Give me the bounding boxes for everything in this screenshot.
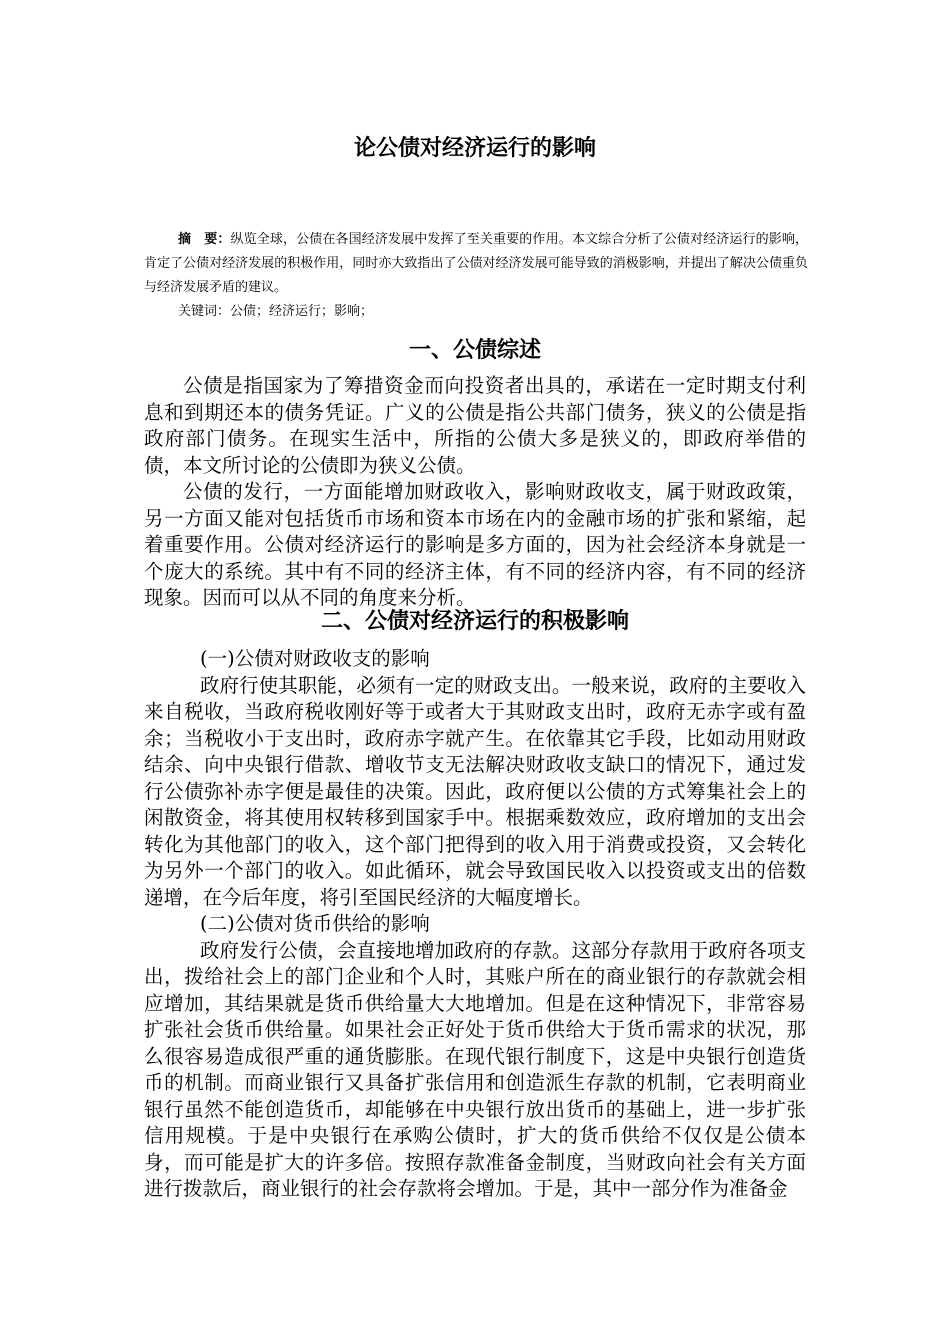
subsection-title-1: (一)公债对财政收支的影响 (200, 647, 430, 670)
abstract-text: 纵览全球，公债在各国经济发展中发挥了至关重要的作用。本文综合分析了公债对经济运行的影响，肯定了公债对经济发展的积极作用，同时亦大致指出了公债对经济发展可能导致的消极影响，并提出了解决公债重负与经济发展矛盾的建议。 (144, 232, 808, 295)
subsection-title-2: (二)公债对货币供给的影响 (200, 912, 430, 935)
document-title: 论公债对经济运行的影响 (353, 136, 596, 161)
section-2-body (144, 646, 806, 1203)
paragraph: 政府行使其职能，必须有一定的财政支出。一般来说，政府的主要收入来自税收，当政府税收刚好等于或者大于其财政支出时，政府无赤字或有盈余；当税收小于支出时，政府赤字就产生。在依靠其它手段，比如动用财政结余、向中央银行借款、增收节支无法解决财政收支缺口的情况下，通过发行公债弥补赤字便是最佳的决策。因此，政府便以公债的方式筹集社会上的闲散资金，将其使用权转移到国家手中。根据乘数效应，政府增加的支出会转化为其他部门的收入，这个部门把得到的收入用于消费或投资，又会转化为另外一个部门的收入。如此循环，就会导致国民收入以投资或支出的倍数递增，在今后年度，将引至国民经济的大幅度增长。 (144, 673, 806, 909)
section-heading-2: 二、公债对经济运行的积极影响 (320, 609, 629, 634)
abstract-label: 摘 要： (178, 232, 231, 247)
section-heading-1: 一、公债综述 (408, 338, 541, 363)
paragraph: 公债的发行，一方面能增加财政收入，影响财政收支，属于财政政策，另一方面又能对包括货币市场和资本市场在内的金融市场的扩张和紧缩，起着重要作用。公债对经济运行的影响是多方面的，因为社会经济本身就是一个庞大的系统。其中有不同的经济主体，有不同的经济内容，有不同的经济现象。因而可以从不同的角度来分析。 (144, 480, 806, 609)
paragraph: 政府发行公债，会直接地增加政府的存款。这部分存款用于政府各项支出，拨给社会上的部门企业和个人时，其账户所在的商业银行的存款就会相应增加，其结果就是货币供给量大大地增加。但是在这种情况下，非常容易扩张社会货币供给量。如果社会正好处于货币供给大于货币需求的状况，那么很容易造成很严重的通货膨胀。在现代银行制度下，这是中央银行创造货币的机制。而商业银行又具备扩张信用和创造派生存款的机制，它表明商业银行虽然不能创造货币，却能够在中央银行放出货币的基础上，进一步扩张信用规模。于是中央银行在承购公债时，扩大的货币供给不仅仅是公债本身，而可能是扩大的许多倍。按照存款准备金制度，当财政向社会有关方面进行拨款后，商业银行的社会存款将会增加。于是，其中一部分作为准备金 (144, 938, 806, 1200)
paragraph: 公债是指国家为了筹措资金而向投资者出具的，承诺在一定时期支付利息和到期还本的债务凭证。广义的公债是指公共部门债务，狭义的公债是指政府部门债务。在现实生活中，所指的公债大多是狭义的，即政府举借的债，本文所讨论的公债即为狭义公债。 (144, 374, 806, 477)
abstract (144, 228, 808, 300)
section-1-body (144, 373, 806, 612)
keywords: 关键词：公债；经济运行；影响； (178, 304, 374, 319)
